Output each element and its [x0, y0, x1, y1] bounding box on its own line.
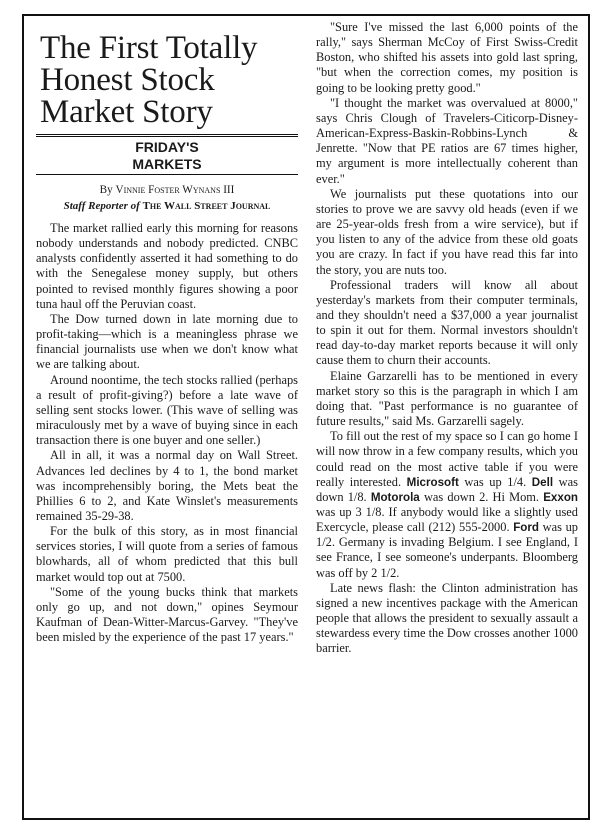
- paragraph: Elaine Garzarelli has to be mentioned in every market story so this is the paragraph in which I am doing that. "Past performance is no guarantee of future results," said Ms. Garzarelli sagely.: [316, 368, 578, 429]
- kicker-line-2: MARKETS: [132, 156, 202, 172]
- paragraph: Around noontime, the tech stocks rallied (perhaps a result of profit-giving?) before a late wave of selling sent stocks lower. (This wave of selling was miraculously met by a wave of buying since in each transaction there is one buyer and one seller.): [36, 372, 298, 448]
- stock-text: was up 1/4.: [464, 474, 527, 489]
- headline: The First Totally Honest Stock Market Story: [40, 30, 258, 130]
- byline-affiliation: [36, 199, 298, 213]
- byline-name: Vinnie Foster Wynans III: [115, 184, 235, 196]
- byline: [36, 183, 298, 197]
- paragraph: For the bulk of this story, as in most financial services stories, I will quote from a series of famous blowhards, all of whom predicted that this bull market would top out at 7500.: [36, 524, 298, 584]
- stock-name-dell: Dell: [531, 475, 554, 489]
- stock-name-microsoft: Microsoft: [406, 475, 459, 489]
- section-kicker: [36, 134, 298, 175]
- stock-text: was up 3 1/8. If anybody would like a slightly used Exercycle, please call (212) 555-2000.: [316, 505, 578, 535]
- paragraph: "Sure I've missed the last 6,000 points of the rally," says Sherman McCoy of First Swiss-Credit Boston, who shifted his assets into gold last spring, "but when the correction comes, my position is going to be looking pretty good.": [316, 20, 578, 95]
- byline-paper: The Wall Street Journal: [142, 200, 271, 212]
- stock-text: was down 2. Hi Mom.: [423, 489, 540, 504]
- right-column: [316, 20, 578, 657]
- paragraph: "I thought the market was overvalued at 8000," says Chris Clough of Travelers-Citicorp-Disney-American-Express-Baskin-Robbins-Lynch & Jenrette. "Now that PE ratios are 67 times higher, my argument is more intellectually coherent than ever.": [316, 95, 578, 186]
- left-column: [36, 20, 298, 645]
- paragraph: We journalists put these quotations into our stories to prove we are savvy old heads (even if we are 25-year-olds fresh from a wire service), but if you listen to any of the advice from these old goats you are crazy. In fact if you have read this far into the story, you are nuts too.: [316, 186, 578, 277]
- paragraph: Late news flash: the Clinton administration has signed a new incentives package with the American people that allows the president to sexually assault a stewardess every time the Dow crosses another 1000 barrier.: [316, 580, 578, 656]
- article-clipping: [22, 14, 590, 820]
- stock-name-exxon: Exxon: [543, 490, 578, 504]
- paragraph: All in all, it was a normal day on Wall Street. Advances led declines by 4 to 1, the bond market was incomprehensibly boring, the Mets beat the Phillies 6 to 2, and Kate Winslet's measurements remained 35-29-38.: [36, 448, 298, 523]
- paragraph: The Dow turned down in late morning due to profit-taking—which is a meaningless phrase we financial journalists use when we don't know what we are talking about.: [36, 311, 298, 372]
- stock-results-paragraph: [316, 429, 578, 581]
- paragraph: The market rallied early this morning for reasons nobody understands and nobody predicted. CNBC analysts confidently asserted it had something to do with the Senegalese money supply, but others pointed to revised monthly figures showing a poor tuna haul off the Peruvian coast.: [36, 221, 298, 311]
- byline-prefix: By: [99, 184, 113, 196]
- stock-text: was down 1/8.: [316, 474, 578, 504]
- stock-name-ford: Ford: [513, 521, 539, 535]
- stocks-intro: To fill out the rest of my space so I can go home I will now throw in a few company results, which you could read on the most active table if you were really interested.: [316, 429, 578, 489]
- stock-text: was up 1/2. Germany is invading Belgium. I see England, I see France, I see someone's underpants. Bloomberg was off by 2 1/2.: [316, 520, 578, 580]
- paragraph: Professional traders will know all about yesterday's markets from their computer terminals, and they shouldn't need a $37,000 a year journalist to spin it out for them. Normal investors shouldn't read day-to-day market reports because it will only cause them to churn their accounts.: [316, 277, 578, 368]
- paragraph: "Some of the young bucks think that markets only go up, and not down," opines Seymour Kaufman of Dean-Witter-Marcus-Garvey. "They've been misled by the experience of the past 17 years.": [36, 584, 298, 645]
- byline-staff: Staff Reporter of: [63, 200, 140, 212]
- stock-name-motorola: Motorola: [370, 490, 420, 504]
- kicker-line-1: FRIDAY'S: [135, 139, 199, 155]
